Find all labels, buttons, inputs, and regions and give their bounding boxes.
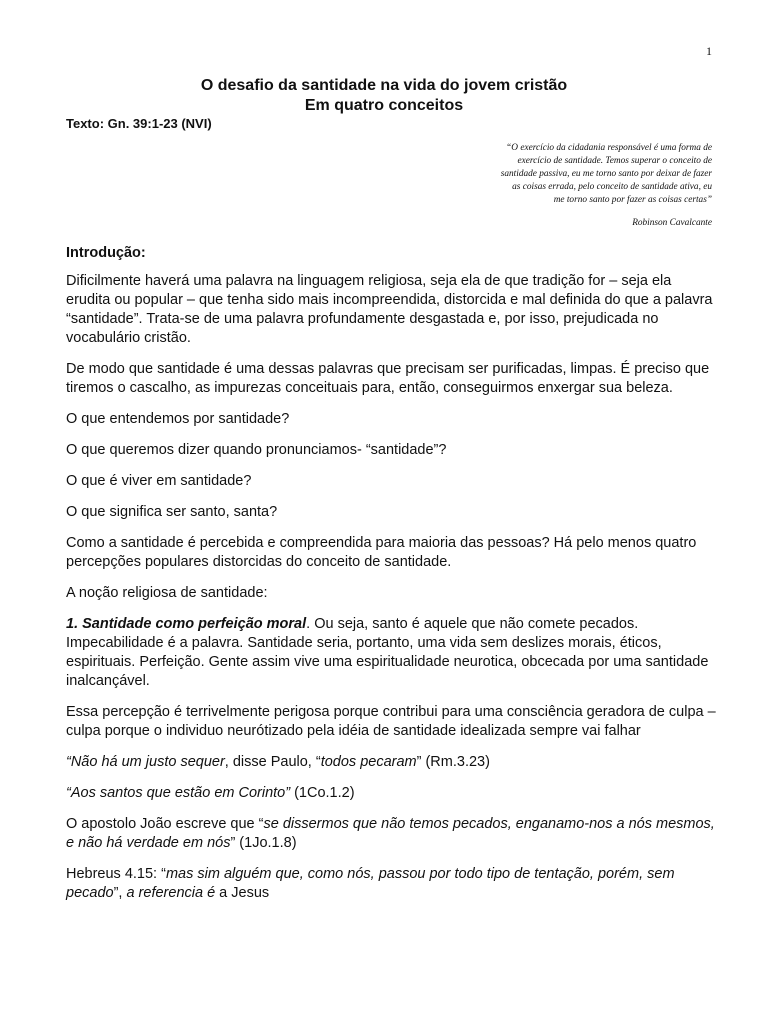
question: O que entendemos por santidade? — [66, 411, 290, 427]
question: O que queremos dizer quando pronunciamos- “santidade”? — [66, 442, 447, 458]
verse-quote: “Aos santos que estão em Corinto” (1Co.1.2) — [66, 785, 355, 801]
document-body — [66, 244, 716, 915]
intro-heading: Introdução: — [66, 245, 146, 261]
section-1-title: 1. Santidade como perfeição moral — [66, 616, 307, 632]
verse-quote: Hebreus 4.15: “mas sim alguém que, como nós, passou por todo tipo de tentação, porém, sem pecado”, a referencia é a Jesus — [66, 866, 675, 901]
epigraph-line: “O exercício da cidadania responsável é uma forma de — [506, 143, 712, 153]
scripture-reference: Texto: Gn. 39:1-23 (NVI) — [66, 116, 212, 131]
paragraph: A noção religiosa de santidade: — [66, 585, 268, 601]
title-line-2: Em quatro conceitos — [304, 97, 464, 114]
paragraph: Como a santidade é percebida e compreendida para maioria das pessoas? Há pelo menos quatro percepções populares distorcidas do conceito de santidade. — [66, 535, 697, 570]
section-1-paragraph — [66, 615, 716, 691]
paragraph: Essa percepção é terrivelmente perigosa porque contribui para uma consciência geradora de culpa – culpa porque o individuo neurótizado pela idéia de santidade idealizada sempre vai falhar — [66, 704, 716, 739]
title-line-1: O desafio da santidade na vida do jovem cristão — [200, 77, 568, 94]
epigraph-line: as coisas errada, pelo conceito de santidade ativa, eu — [512, 182, 712, 192]
page-number: 1 — [706, 44, 712, 58]
verse-quote: “Não há um justo sequer, disse Paulo, “todos pecaram” (Rm.3.23) — [66, 754, 490, 770]
document-title — [0, 76, 768, 116]
epigraph-line: me torno santo por fazer as coisas certas” — [553, 195, 712, 205]
epigraph-author: Robinson Cavalcante — [632, 218, 712, 228]
verse-quote: O apostolo João escreve que “se dissermos que não temos pecados, enganamo-nos a nós mesmos, e não há verdade em nós” (1Jo.1.8) — [66, 816, 715, 851]
paragraph: Dificilmente haverá uma palavra na linguagem religiosa, seja ela de que tradição for – seja ela erudita ou popular – que tenha sido mais incompreendida, distorcida e mal definida do que a palavra “santidade”. Trata-se de uma palavra profundamente desgastada e, por isso, prejudicada no vocabulário cristão. — [66, 273, 713, 346]
question: O que significa ser santo, santa? — [66, 504, 278, 520]
epigraph-line: exercício de santidade. Temos superar o conceito de — [517, 156, 712, 166]
question: O que é viver em santidade? — [66, 473, 252, 489]
epigraph-quote — [462, 142, 712, 230]
section-1-text: . Ou seja, santo é aquele que não comete pecados. Impecabilidade é a palavra. Santidade seria, portanto, uma vida sem deslizes morais, éticos, espirituais. Perfeição. Gente assim vive uma espiritualidade neurotica, obcecada por uma santidade inalcançável. — [66, 616, 709, 689]
paragraph: De modo que santidade é uma dessas palavras que precisam ser purificadas, limpas. É preciso que tiremos o cascalho, as impurezas conceituais para, então, conseguirmos enxergar sua beleza. — [66, 361, 710, 396]
epigraph-line: santidade passiva, eu me torno santo por deixar de fazer — [500, 169, 712, 179]
